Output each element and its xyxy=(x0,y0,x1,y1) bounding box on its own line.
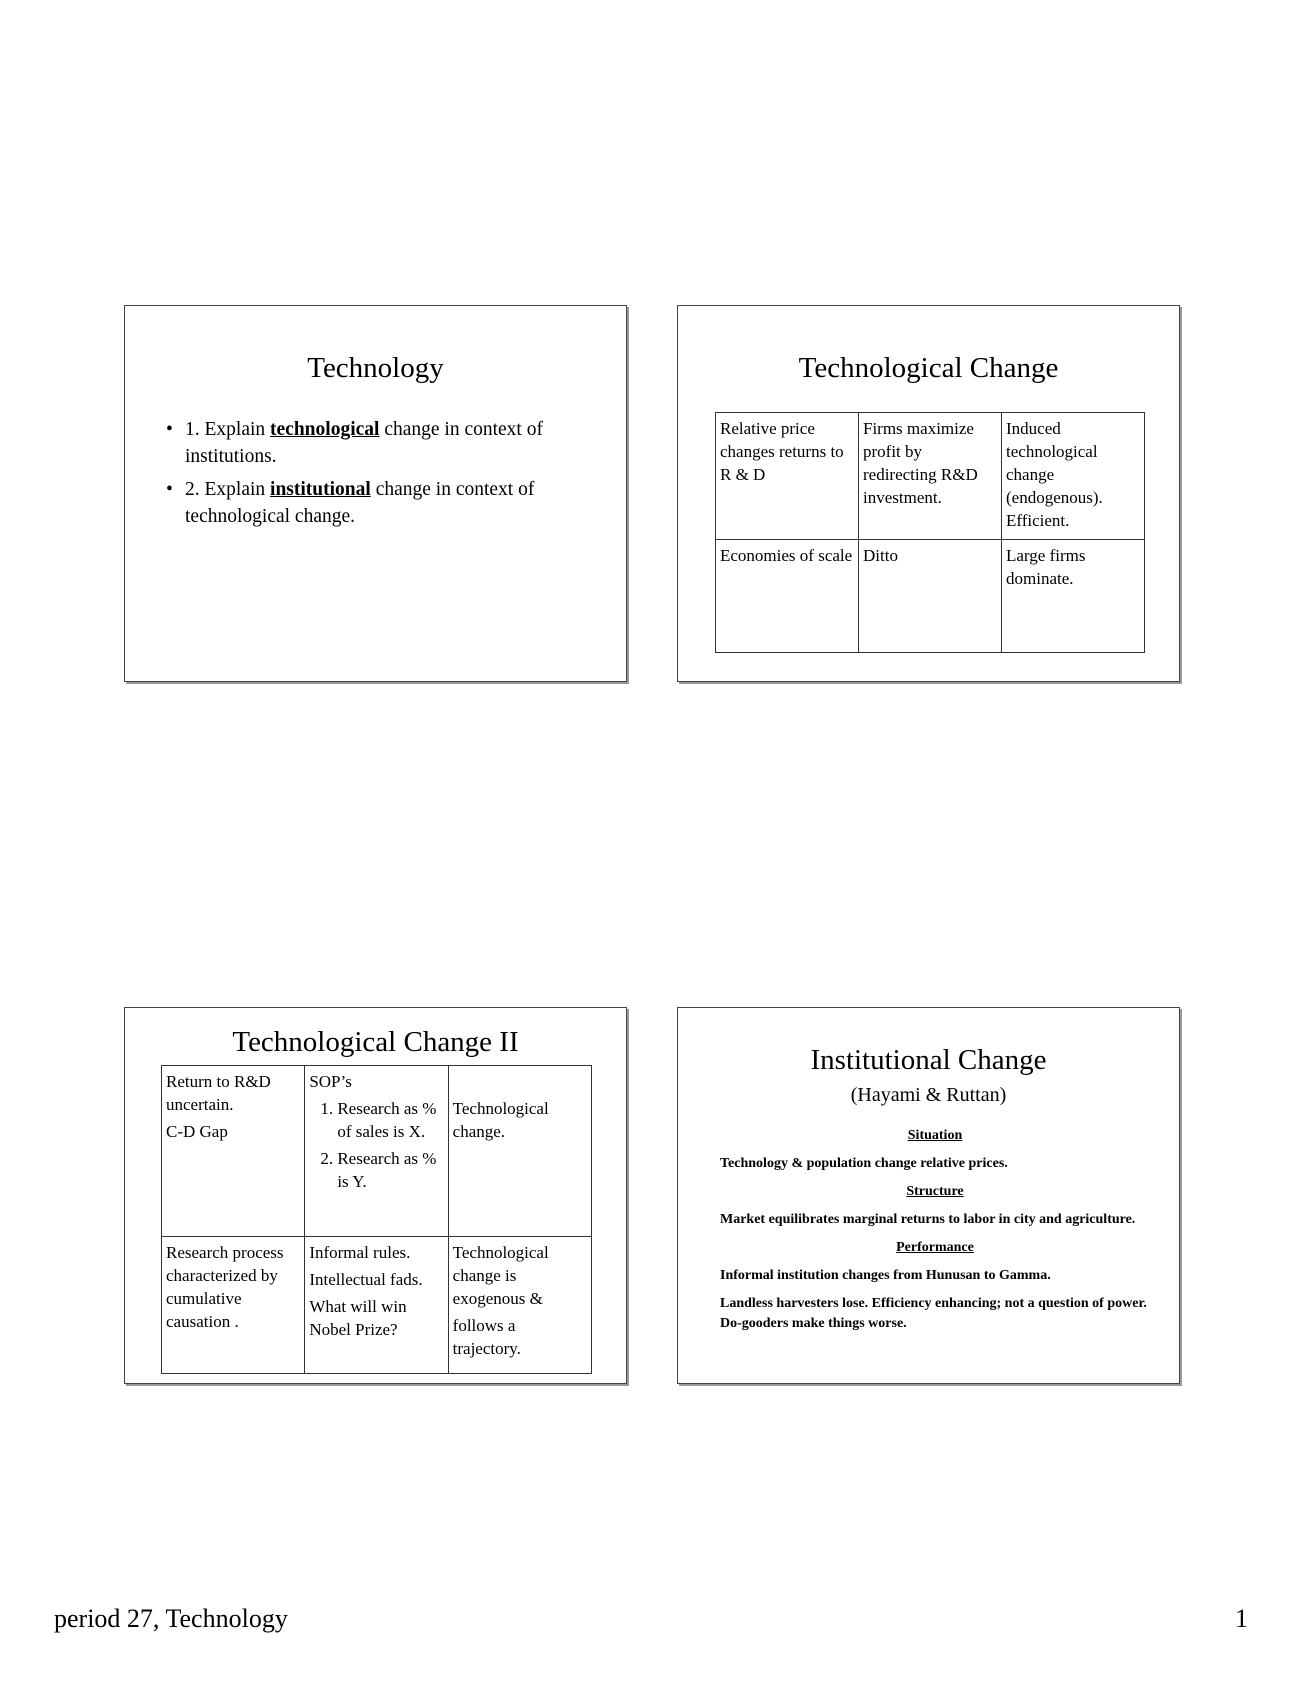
slide-title: Technological Change II xyxy=(232,1026,519,1058)
section-heading-structure: Structure xyxy=(906,1184,964,1199)
bullet-text: change in context of technological change. xyxy=(185,479,535,527)
change-table xyxy=(715,412,1145,653)
table-cell: Ditto xyxy=(859,540,1002,653)
change-ii-table xyxy=(161,1065,592,1374)
slide-title: Institutional Change xyxy=(810,1044,1047,1076)
cell-text: Informal rules. xyxy=(309,1243,411,1262)
slide-institutional-change xyxy=(677,1007,1180,1384)
bullet-text: 2. Explain xyxy=(185,479,271,500)
slide-subtitle: (Hayami & Ruttan) xyxy=(850,1084,1007,1106)
table-cell xyxy=(448,1237,591,1374)
table-row xyxy=(162,1237,592,1374)
table-cell: Firms maximize profit by redirecting R&D investment. xyxy=(859,413,1002,540)
bullet-keyword: technological xyxy=(270,419,380,440)
performance-text: Landless harvesters lose. Efficiency enhancing; not a question of power. Do-gooders make things worse. xyxy=(720,1296,1147,1331)
cell-text: follows a trajectory. xyxy=(452,1316,521,1358)
institutional-body xyxy=(720,1126,1150,1342)
slide-technology xyxy=(124,305,627,682)
list-item: 1. Research as % of sales is X. xyxy=(337,1097,443,1143)
cell-text: SOP’s xyxy=(309,1072,352,1091)
table-row xyxy=(162,1066,592,1237)
slide-title: Technological Change xyxy=(798,352,1059,384)
cell-text: Efficient. xyxy=(1006,511,1070,530)
table-cell xyxy=(305,1066,448,1237)
cell-text: Return to R&D uncertain. xyxy=(166,1072,271,1114)
slide-technological-change xyxy=(677,305,1180,682)
cell-text: Technological change. xyxy=(452,1099,549,1141)
page-number: 1 xyxy=(1235,1604,1248,1633)
situation-text: Technology & population change relative prices. xyxy=(720,1156,1008,1171)
cell-text: Technological change is exogenous & xyxy=(452,1243,549,1308)
performance-text: Informal institution changes from Hunusan to Gamma. xyxy=(720,1268,1051,1283)
bullet-text: change in context of institutions. xyxy=(185,419,543,467)
table-cell xyxy=(1002,413,1145,540)
bullet-item xyxy=(165,476,585,530)
table-cell xyxy=(305,1237,448,1374)
table-cell xyxy=(162,1066,305,1237)
bullet-text: 1. Explain xyxy=(185,419,271,440)
cell-text: Intellectual fads. xyxy=(309,1270,423,1289)
list-item: 2. Research as % is Y. xyxy=(337,1147,443,1193)
section-heading-performance: Performance xyxy=(896,1240,974,1255)
table-row xyxy=(716,540,1145,653)
table-cell: Economies of scale xyxy=(716,540,859,653)
table-cell: Research process characterized by cumulative causation . xyxy=(162,1237,305,1374)
table-row xyxy=(716,413,1145,540)
slide-technological-change-ii xyxy=(124,1007,627,1384)
cell-text: Induced technological change (endogenous). xyxy=(1006,419,1103,507)
cell-text: What will win Nobel Prize? xyxy=(309,1297,407,1339)
bullet-keyword: institutional xyxy=(270,479,371,500)
bullet-item xyxy=(165,416,585,470)
table-cell: Large firms dominate. xyxy=(1002,540,1145,653)
structure-text: Market equilibrates marginal returns to labor in city and agriculture. xyxy=(720,1212,1136,1227)
slide-title: Technology xyxy=(307,352,444,384)
cell-text: C-D Gap xyxy=(166,1122,228,1141)
table-cell xyxy=(448,1066,591,1237)
table-cell: Relative price changes returns to R & D xyxy=(716,413,859,540)
sop-list xyxy=(309,1097,443,1193)
section-heading-situation: Situation xyxy=(907,1128,963,1143)
bullet-list xyxy=(165,416,585,536)
footer-label: period 27, Technology xyxy=(54,1604,288,1633)
